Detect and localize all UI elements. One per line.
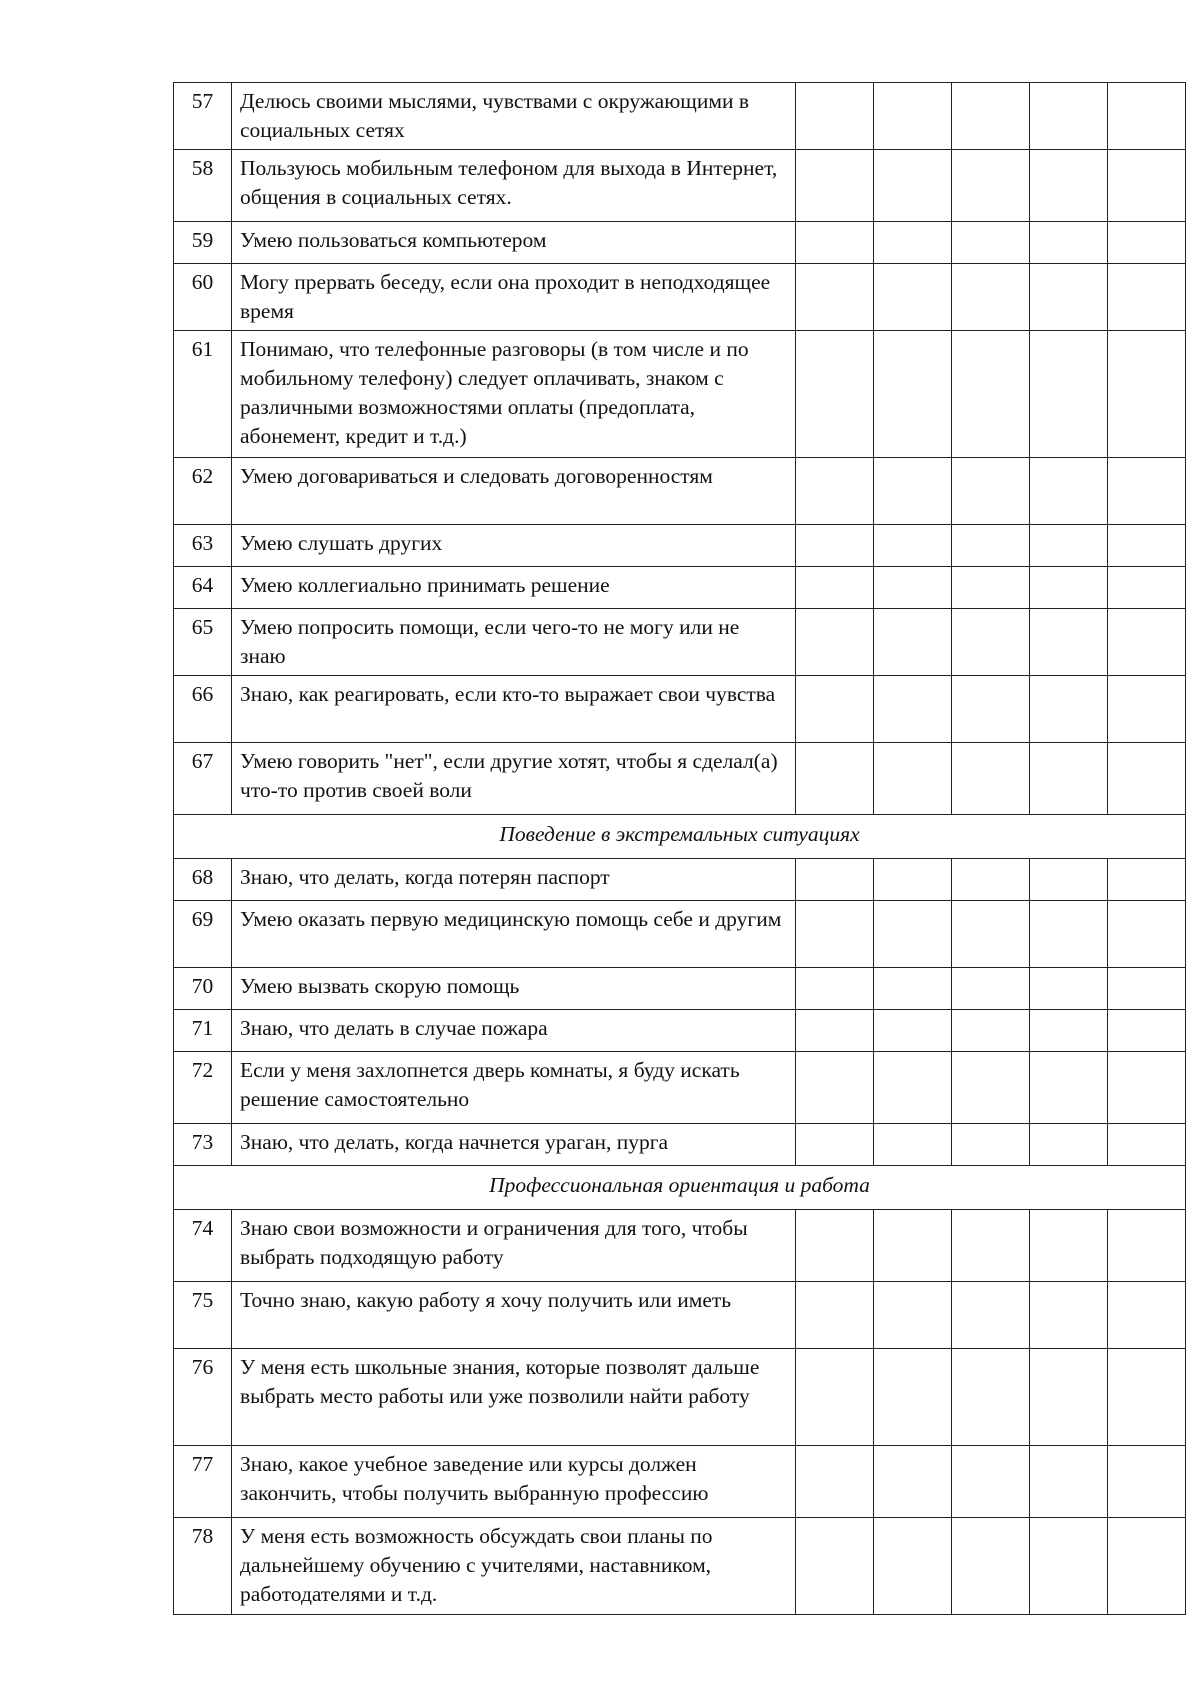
table-row [174,1446,1186,1518]
row-number: 64 [174,567,232,609]
rating-cell-4[interactable] [1030,968,1108,1010]
rating-cell-2[interactable] [874,859,952,901]
rating-cell-2[interactable] [874,901,952,968]
rating-cell-4[interactable] [1030,1518,1108,1615]
rating-cell-4[interactable] [1030,1282,1108,1349]
table-row [174,859,1186,901]
rating-cell-3[interactable] [952,1282,1030,1349]
table-row [174,331,1186,458]
rating-cell-5[interactable] [1108,968,1186,1010]
statement-text: Знаю свои возможности и ограничения для того, чтобы выбрать подходящую работу [232,1210,796,1282]
rating-cell-4[interactable] [1030,222,1108,264]
rating-cell-2[interactable] [874,1518,952,1615]
row-number: 77 [174,1446,232,1518]
rating-cell-3[interactable] [952,525,1030,567]
rating-cell-2[interactable] [874,83,952,150]
table-row [174,1349,1186,1446]
row-number: 62 [174,458,232,525]
rating-cell-5[interactable] [1108,1052,1186,1124]
rating-cell-3[interactable] [952,859,1030,901]
statement-text: Понимаю, что телефонные разговоры (в том числе и по мобильному телефону) следует оплачивать, знаком с различными возможностями оплаты (предоплата, абонемент, кредит и т.д.) [232,331,796,458]
row-number: 65 [174,609,232,676]
rating-cell-4[interactable] [1030,676,1108,743]
rating-cell-2[interactable] [874,1124,952,1166]
rating-cell-2[interactable] [874,264,952,331]
rating-cell-4[interactable] [1030,1124,1108,1166]
statement-text: Умею договариваться и следовать договоренностям [232,458,796,525]
rating-cell-3[interactable] [952,264,1030,331]
rating-cell-4[interactable] [1030,743,1108,815]
row-number: 68 [174,859,232,901]
rating-cell-1[interactable] [796,222,874,264]
rating-cell-5[interactable] [1108,222,1186,264]
rating-cell-5[interactable] [1108,901,1186,968]
rating-cell-1[interactable] [796,525,874,567]
table-row [174,676,1186,743]
rating-cell-1[interactable] [796,676,874,743]
rating-cell-1[interactable] [796,1282,874,1349]
row-number: 67 [174,743,232,815]
statement-text: Умею оказать первую медицинскую помощь себе и другим [232,901,796,968]
statement-text: Знаю, что делать, когда начнется ураган, пурга [232,1124,796,1166]
section-heading: Поведение в экстремальных ситуациях [174,815,1186,859]
rating-cell-4[interactable] [1030,859,1108,901]
rating-cell-2[interactable] [874,968,952,1010]
rating-cell-4[interactable] [1030,1052,1108,1124]
row-number: 60 [174,264,232,331]
statement-text: У меня есть школьные знания, которые позволят дальше выбрать место работы или уже позволили найти работу [232,1349,796,1446]
statement-text: Умею вызвать скорую помощь [232,968,796,1010]
rating-cell-4[interactable] [1030,567,1108,609]
rating-cell-1[interactable] [796,743,874,815]
rating-cell-5[interactable] [1108,458,1186,525]
rating-cell-3[interactable] [952,567,1030,609]
rating-cell-1[interactable] [796,1518,874,1615]
rating-cell-4[interactable] [1030,1446,1108,1518]
statement-text: Умею коллегиально принимать решение [232,567,796,609]
table-row [174,1282,1186,1349]
statement-text: Делюсь своими мыслями, чувствами с окружающими в социальных сетях [232,83,796,150]
rating-cell-1[interactable] [796,1446,874,1518]
rating-cell-3[interactable] [952,222,1030,264]
rating-cell-1[interactable] [796,859,874,901]
statement-text: Знаю, какое учебное заведение или курсы должен закончить, чтобы получить выбранную профессию [232,1446,796,1518]
section-heading: Профессиональная ориентация и работа [174,1166,1186,1210]
rating-cell-3[interactable] [952,1349,1030,1446]
rating-cell-3[interactable] [952,458,1030,525]
statement-text: Пользуюсь мобильным телефоном для выхода в Интернет, общения в социальных сетях. [232,150,796,222]
rating-cell-2[interactable] [874,609,952,676]
rating-cell-3[interactable] [952,1052,1030,1124]
table-row [174,1210,1186,1282]
table-row [174,525,1186,567]
statement-text: Точно знаю, какую работу я хочу получить или иметь [232,1282,796,1349]
rating-cell-5[interactable] [1108,1124,1186,1166]
rating-cell-3[interactable] [952,83,1030,150]
row-number: 63 [174,525,232,567]
rating-cell-1[interactable] [796,150,874,222]
row-number: 69 [174,901,232,968]
rating-cell-2[interactable] [874,567,952,609]
rating-cell-2[interactable] [874,1446,952,1518]
row-number: 59 [174,222,232,264]
row-number: 57 [174,83,232,150]
rating-cell-3[interactable] [952,1210,1030,1282]
table-row [174,567,1186,609]
section-heading-row [174,1166,1186,1210]
rating-cell-2[interactable] [874,331,952,458]
rating-cell-5[interactable] [1108,525,1186,567]
rating-cell-5[interactable] [1108,150,1186,222]
section-heading-row [174,815,1186,859]
rating-cell-1[interactable] [796,968,874,1010]
rating-cell-2[interactable] [874,676,952,743]
rating-cell-2[interactable] [874,150,952,222]
rating-cell-2[interactable] [874,222,952,264]
rating-cell-2[interactable] [874,1282,952,1349]
rating-cell-2[interactable] [874,1210,952,1282]
rating-cell-4[interactable] [1030,458,1108,525]
rating-cell-1[interactable] [796,1210,874,1282]
rating-cell-4[interactable] [1030,1210,1108,1282]
questionnaire-table [173,82,1186,1615]
rating-cell-1[interactable] [796,1010,874,1052]
rating-cell-4[interactable] [1030,83,1108,150]
rating-cell-5[interactable] [1108,1210,1186,1282]
rating-cell-4[interactable] [1030,331,1108,458]
questionnaire-body [174,83,1186,1615]
rating-cell-3[interactable] [952,968,1030,1010]
statement-text: У меня есть возможность обсуждать свои планы по дальнейшему обучению с учителями, наставником, работодателями и т.д. [232,1518,796,1615]
rating-cell-1[interactable] [796,331,874,458]
table-row [174,222,1186,264]
rating-cell-4[interactable] [1030,609,1108,676]
rating-cell-1[interactable] [796,458,874,525]
statement-text: Умею попросить помощи, если чего-то не могу или не знаю [232,609,796,676]
statement-text: Умею говорить "нет", если другие хотят, чтобы я сделал(а) что-то против своей воли [232,743,796,815]
rating-cell-1[interactable] [796,1052,874,1124]
rating-cell-5[interactable] [1108,859,1186,901]
table-row [174,743,1186,815]
rating-cell-4[interactable] [1030,150,1108,222]
table-row [174,150,1186,222]
rating-cell-5[interactable] [1108,1518,1186,1615]
table-row [174,968,1186,1010]
statement-text: Умею пользоваться компьютером [232,222,796,264]
rating-cell-4[interactable] [1030,901,1108,968]
rating-cell-5[interactable] [1108,264,1186,331]
row-number: 72 [174,1052,232,1124]
table-row [174,1518,1186,1615]
rating-cell-5[interactable] [1108,609,1186,676]
rating-cell-1[interactable] [796,901,874,968]
table-row [174,1052,1186,1124]
rating-cell-2[interactable] [874,1349,952,1446]
rating-cell-1[interactable] [796,609,874,676]
statement-text: Умею слушать других [232,525,796,567]
rating-cell-5[interactable] [1108,1282,1186,1349]
table-row [174,609,1186,676]
rating-cell-5[interactable] [1108,83,1186,150]
rating-cell-5[interactable] [1108,1349,1186,1446]
statement-text: Могу прервать беседу, если она проходит в неподходящее время [232,264,796,331]
table-row [174,901,1186,968]
row-number: 75 [174,1282,232,1349]
rating-cell-5[interactable] [1108,1446,1186,1518]
rating-cell-2[interactable] [874,458,952,525]
row-number: 71 [174,1010,232,1052]
rating-cell-2[interactable] [874,1010,952,1052]
rating-cell-3[interactable] [952,1010,1030,1052]
rating-cell-3[interactable] [952,743,1030,815]
rating-cell-5[interactable] [1108,567,1186,609]
rating-cell-4[interactable] [1030,1349,1108,1446]
rating-cell-4[interactable] [1030,1010,1108,1052]
rating-cell-3[interactable] [952,1518,1030,1615]
rating-cell-1[interactable] [796,264,874,331]
rating-cell-4[interactable] [1030,264,1108,331]
rating-cell-3[interactable] [952,331,1030,458]
rating-cell-1[interactable] [796,83,874,150]
row-number: 70 [174,968,232,1010]
row-number: 76 [174,1349,232,1446]
table-row [174,83,1186,150]
rating-cell-4[interactable] [1030,525,1108,567]
row-number: 61 [174,331,232,458]
rating-cell-2[interactable] [874,525,952,567]
row-number: 58 [174,150,232,222]
table-row [174,1124,1186,1166]
row-number: 73 [174,1124,232,1166]
statement-text: Если у меня захлопнется дверь комнаты, я буду искать решение самостоятельно [232,1052,796,1124]
table-row [174,1010,1186,1052]
table-row [174,264,1186,331]
table-row [174,458,1186,525]
rating-cell-3[interactable] [952,901,1030,968]
rating-cell-3[interactable] [952,609,1030,676]
statement-text: Знаю, что делать в случае пожара [232,1010,796,1052]
rating-cell-3[interactable] [952,1124,1030,1166]
rating-cell-3[interactable] [952,1446,1030,1518]
statement-text: Знаю, что делать, когда потерян паспорт [232,859,796,901]
rating-cell-2[interactable] [874,743,952,815]
row-number: 66 [174,676,232,743]
rating-cell-1[interactable] [796,567,874,609]
rating-cell-5[interactable] [1108,331,1186,458]
rating-cell-1[interactable] [796,1124,874,1166]
rating-cell-3[interactable] [952,676,1030,743]
rating-cell-5[interactable] [1108,743,1186,815]
statement-text: Знаю, как реагировать, если кто-то выражает свои чувства [232,676,796,743]
row-number: 78 [174,1518,232,1615]
rating-cell-5[interactable] [1108,676,1186,743]
rating-cell-5[interactable] [1108,1010,1186,1052]
rating-cell-3[interactable] [952,150,1030,222]
rating-cell-1[interactable] [796,1349,874,1446]
row-number: 74 [174,1210,232,1282]
rating-cell-2[interactable] [874,1052,952,1124]
